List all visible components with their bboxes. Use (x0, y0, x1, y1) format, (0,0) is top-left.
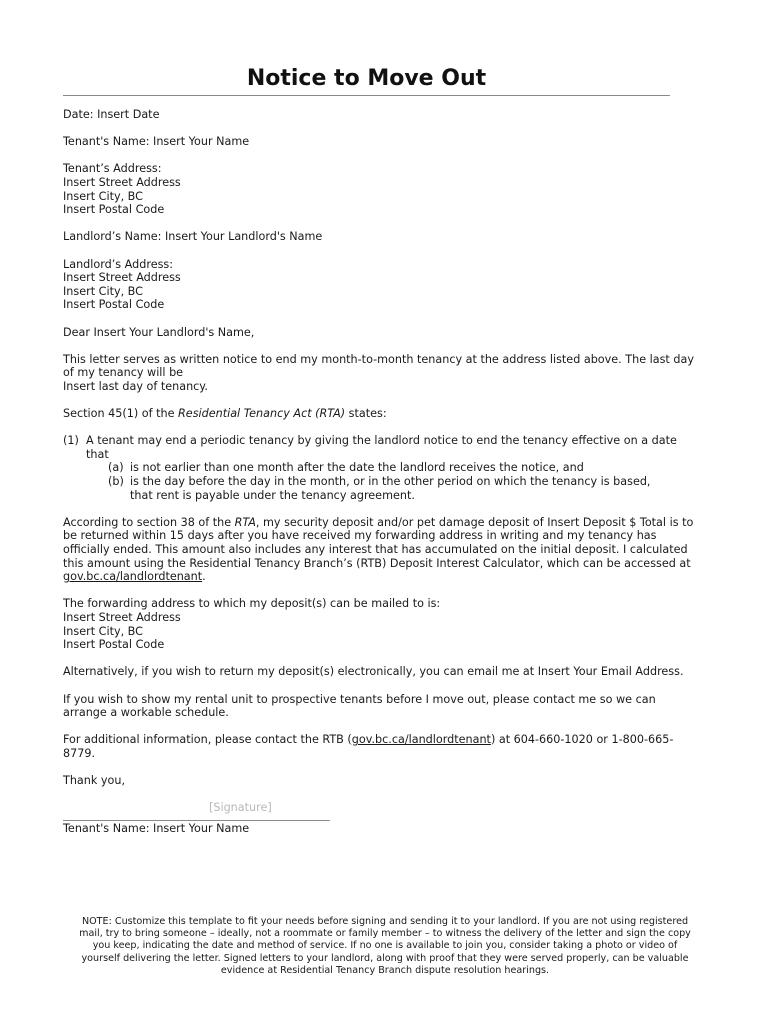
list-item (63, 434, 713, 461)
landlord-address-street: Insert Street Address (63, 271, 181, 285)
signature-block (63, 799, 713, 835)
deposit-line-4: this amount using the Residential Tenancy Branch’s (RTB) Deposit Interest Calculator, which can be accessed at (63, 556, 691, 570)
section-intro-before: Section 45(1) of the (63, 407, 179, 421)
forwarding-postal: Insert Postal Code (63, 638, 165, 652)
tenant-address-heading: Tenant’s Address: (63, 162, 162, 176)
signature-name-line: Tenant's Name: Insert Your Name (63, 822, 250, 836)
title-divider (63, 95, 670, 96)
list-sub-item-b (63, 475, 713, 502)
showing-line-1: If you wish to show my rental unit to prospective tenants before I move out, please contact me so we can (63, 692, 656, 706)
tenant-address-city: Insert City, BC (63, 189, 143, 203)
deposit-line-2: be returned within 15 days after you have received my forwarding address in writing and my tenancy has (63, 529, 657, 543)
contact-line-1 (63, 733, 713, 747)
list-item-text-2: that (86, 447, 109, 461)
signature-placeholder[interactable]: [Signature] (209, 801, 272, 815)
deposit-line-5 (63, 570, 713, 584)
letter-body (63, 108, 713, 835)
list-sub-item-text-2: that rent is payable under the tenancy agreement. (130, 488, 415, 502)
rtb-link[interactable]: gov.bc.ca/landlordtenant (351, 733, 491, 747)
landlord-name-line: Landlord’s Name: Insert Your Landlord's Name (63, 230, 323, 244)
notice-paragraph (63, 353, 713, 394)
deposit-line-1-after: , my security deposit and/or pet damage deposit of Insert Deposit $ Total is to (255, 515, 694, 529)
list-item-number: (1) (63, 434, 79, 448)
landlord-address-city: Insert City, BC (63, 284, 143, 298)
forwarding-address-block (63, 597, 713, 651)
landlordtenant-link[interactable]: gov.bc.ca/landlordtenant (63, 570, 203, 584)
contact-line-1-before: For additional information, please contact the RTB ( (63, 733, 352, 747)
note-line-4: yourself delivering the letter. Signed letters to your landlord, along with proof that they were served properly, can be valuable (81, 952, 689, 964)
list-sub-item-number: (b) (108, 475, 124, 489)
contact-line-1-after: ) at 604-660-1020 or 1-800-665- (490, 733, 674, 747)
forwarding-heading: The forwarding address to which my deposit(s) can be mailed to is: (63, 597, 441, 611)
contact-line-2: 8779. (63, 746, 96, 760)
note-block (63, 916, 707, 977)
deposit-line-1-before: According to section 38 of the (63, 515, 235, 529)
note-line-1: NOTE: Customize this template to fit your needs before signing and sending it to your landlord. If you are not using registered (81, 916, 689, 927)
rta-abbrev: RTA (234, 515, 256, 529)
tenant-name-line: Tenant's Name: Insert Your Name (63, 135, 250, 149)
landlord-address-postal: Insert Postal Code (63, 298, 165, 312)
date-line: Date: Insert Date (63, 108, 160, 121)
tenant-address-block (63, 162, 713, 216)
electronic-paragraph: Alternatively, if you wish to return my deposit(s) electronically, you can email me at Insert Your Email Address. (63, 665, 684, 679)
list-item-text-1: A tenant may end a periodic tenancy by giving the landlord notice to end the tenancy effective on a date (86, 434, 677, 448)
tenant-address-street: Insert Street Address (63, 175, 181, 189)
salutation: Dear Insert Your Landlord's Name, (63, 325, 255, 339)
forwarding-city: Insert City, BC (63, 624, 143, 638)
deposit-line-5-after: . (202, 570, 206, 584)
list-sub-item-a (63, 461, 713, 475)
list-sub-item-number: (a) (108, 461, 124, 475)
note-line-3: you keep, indicating the date and method of service. If no one is available to join you, consider taking a photo or video of (92, 940, 678, 952)
landlord-address-block (63, 258, 713, 312)
deposit-paragraph (63, 516, 713, 584)
section-intro-after: states: (345, 407, 387, 421)
list-sub-item-text: is not earlier than one month after the date the landlord receives the notice, and (130, 461, 584, 475)
section-intro (63, 407, 713, 421)
signature-line (63, 820, 330, 821)
closing: Thank you, (63, 774, 126, 788)
landlord-address-heading: Landlord’s Address: (63, 257, 174, 271)
notice-line-1: This letter serves as written notice to end my month-to-month tenancy at the address listed above. The last day (63, 352, 694, 366)
notice-line-3: Insert last day of tenancy. (63, 379, 208, 393)
deposit-line-1 (63, 516, 713, 530)
act-name: Residential Tenancy Act (RTA) (178, 407, 346, 421)
note-line-2: mail, try to bring someone – ideally, not a roommate or family member – to witness the delivery of the letter and sign the copy (79, 928, 691, 940)
forwarding-street: Insert Street Address (63, 610, 181, 624)
showing-line-2: arrange a workable schedule. (63, 706, 229, 720)
note-line-5: evidence at Residential Tenancy Branch dispute resolution hearings. (220, 964, 550, 976)
contact-paragraph (63, 733, 713, 760)
tenant-address-postal: Insert Postal Code (63, 203, 165, 217)
showing-paragraph (63, 693, 713, 720)
deposit-line-3: officially ended. This amount also includes any interest that has accumulated on the initial deposit. I calculated (63, 543, 688, 556)
page-title: Notice to Move Out (246, 66, 487, 91)
list-sub-item-text-1: is the day before the day in the month, or in the other period on which the tenancy is based, (130, 475, 651, 489)
notice-line-2: of my tenancy will be (63, 366, 184, 380)
section-list (63, 434, 713, 502)
